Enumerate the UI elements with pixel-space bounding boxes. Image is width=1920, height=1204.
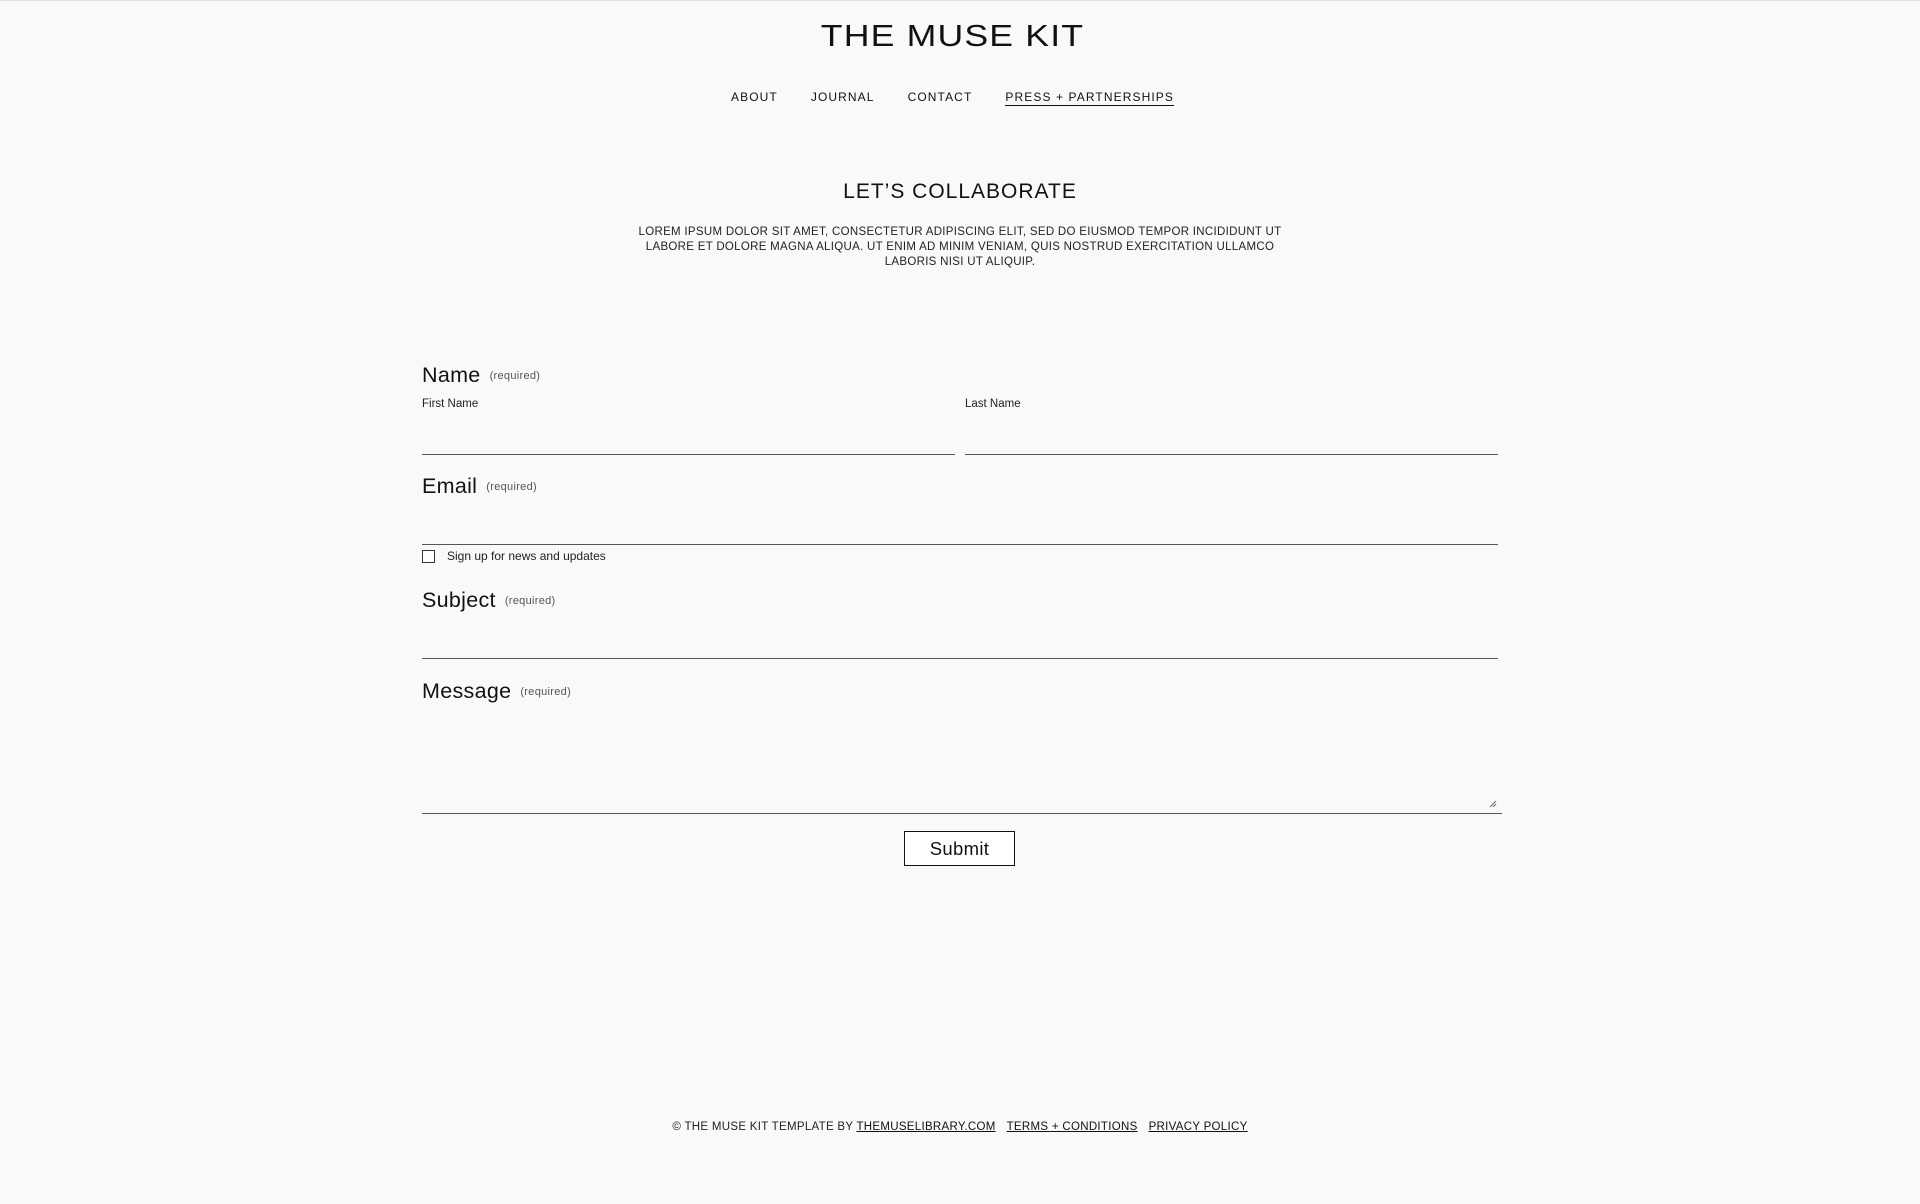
site-footer — [0, 1121, 1920, 1133]
page-title: LET’S COLLABORATE — [843, 180, 1077, 203]
message-textarea[interactable] — [422, 718, 1502, 814]
resize-handle-icon[interactable] — [1489, 800, 1497, 808]
message-field-label — [422, 679, 571, 704]
main-nav — [0, 90, 1905, 106]
email-input[interactable] — [422, 514, 1498, 545]
subject-label: Subject — [422, 588, 496, 612]
last-name-input[interactable] — [965, 424, 1498, 455]
email-required: (required) — [486, 481, 537, 494]
last-name-label: Last Name — [965, 398, 1021, 410]
name-required: (required) — [489, 370, 541, 383]
nav-item-journal[interactable]: JOURNAL — [810, 90, 875, 104]
submit-button[interactable]: Submit — [904, 831, 1015, 866]
footer-link-privacy[interactable]: PRIVACY POLICY — [1148, 1121, 1248, 1133]
footer-copyright: © THE MUSE KIT TEMPLATE BY — [672, 1121, 857, 1133]
top-border — [0, 0, 1920, 1]
email-field-label — [422, 474, 537, 499]
message-label: Message — [422, 679, 512, 703]
message-required: (required) — [520, 686, 572, 699]
footer-link-terms[interactable]: TERMS + CONDITIONS — [1006, 1121, 1138, 1133]
name-label: Name — [422, 363, 481, 387]
site-title[interactable]: THE MUSE KIT — [820, 18, 1085, 53]
footer-link-themuselibrary[interactable]: THEMUSELIBRARY.COM — [856, 1121, 996, 1133]
newsletter-option[interactable] — [422, 549, 606, 563]
nav-item-contact[interactable]: CONTACT — [907, 90, 973, 104]
first-name-label: First Name — [422, 398, 479, 410]
intro-text: LOREM IPSUM DOLOR SIT AMET, CONSECTETUR ADIPISCING ELIT, SED DO EIUSMOD TEMPOR INCIDIDUNT UT LABORE ET DOLORE MAGNA ALIQUA. UT ENIM AD MINIM VENIAM, QUIS NOSTRUD EXERCITATION ULLAMCO LABORIS NISI UT ALIQUIP. — [638, 226, 1282, 268]
newsletter-label[interactable]: Sign up for news and updates — [447, 549, 606, 563]
nav-item-about[interactable]: ABOUT — [731, 90, 778, 104]
subject-required: (required) — [504, 595, 556, 608]
nav-item-press-partnerships[interactable]: PRESS + PARTNERSHIPS — [1005, 90, 1174, 104]
first-name-input[interactable] — [422, 424, 955, 455]
name-field-label — [422, 363, 540, 388]
newsletter-checkbox[interactable] — [422, 550, 435, 563]
subject-input[interactable] — [422, 628, 1498, 659]
email-label: Email — [422, 474, 478, 498]
subject-field-label — [422, 588, 556, 613]
